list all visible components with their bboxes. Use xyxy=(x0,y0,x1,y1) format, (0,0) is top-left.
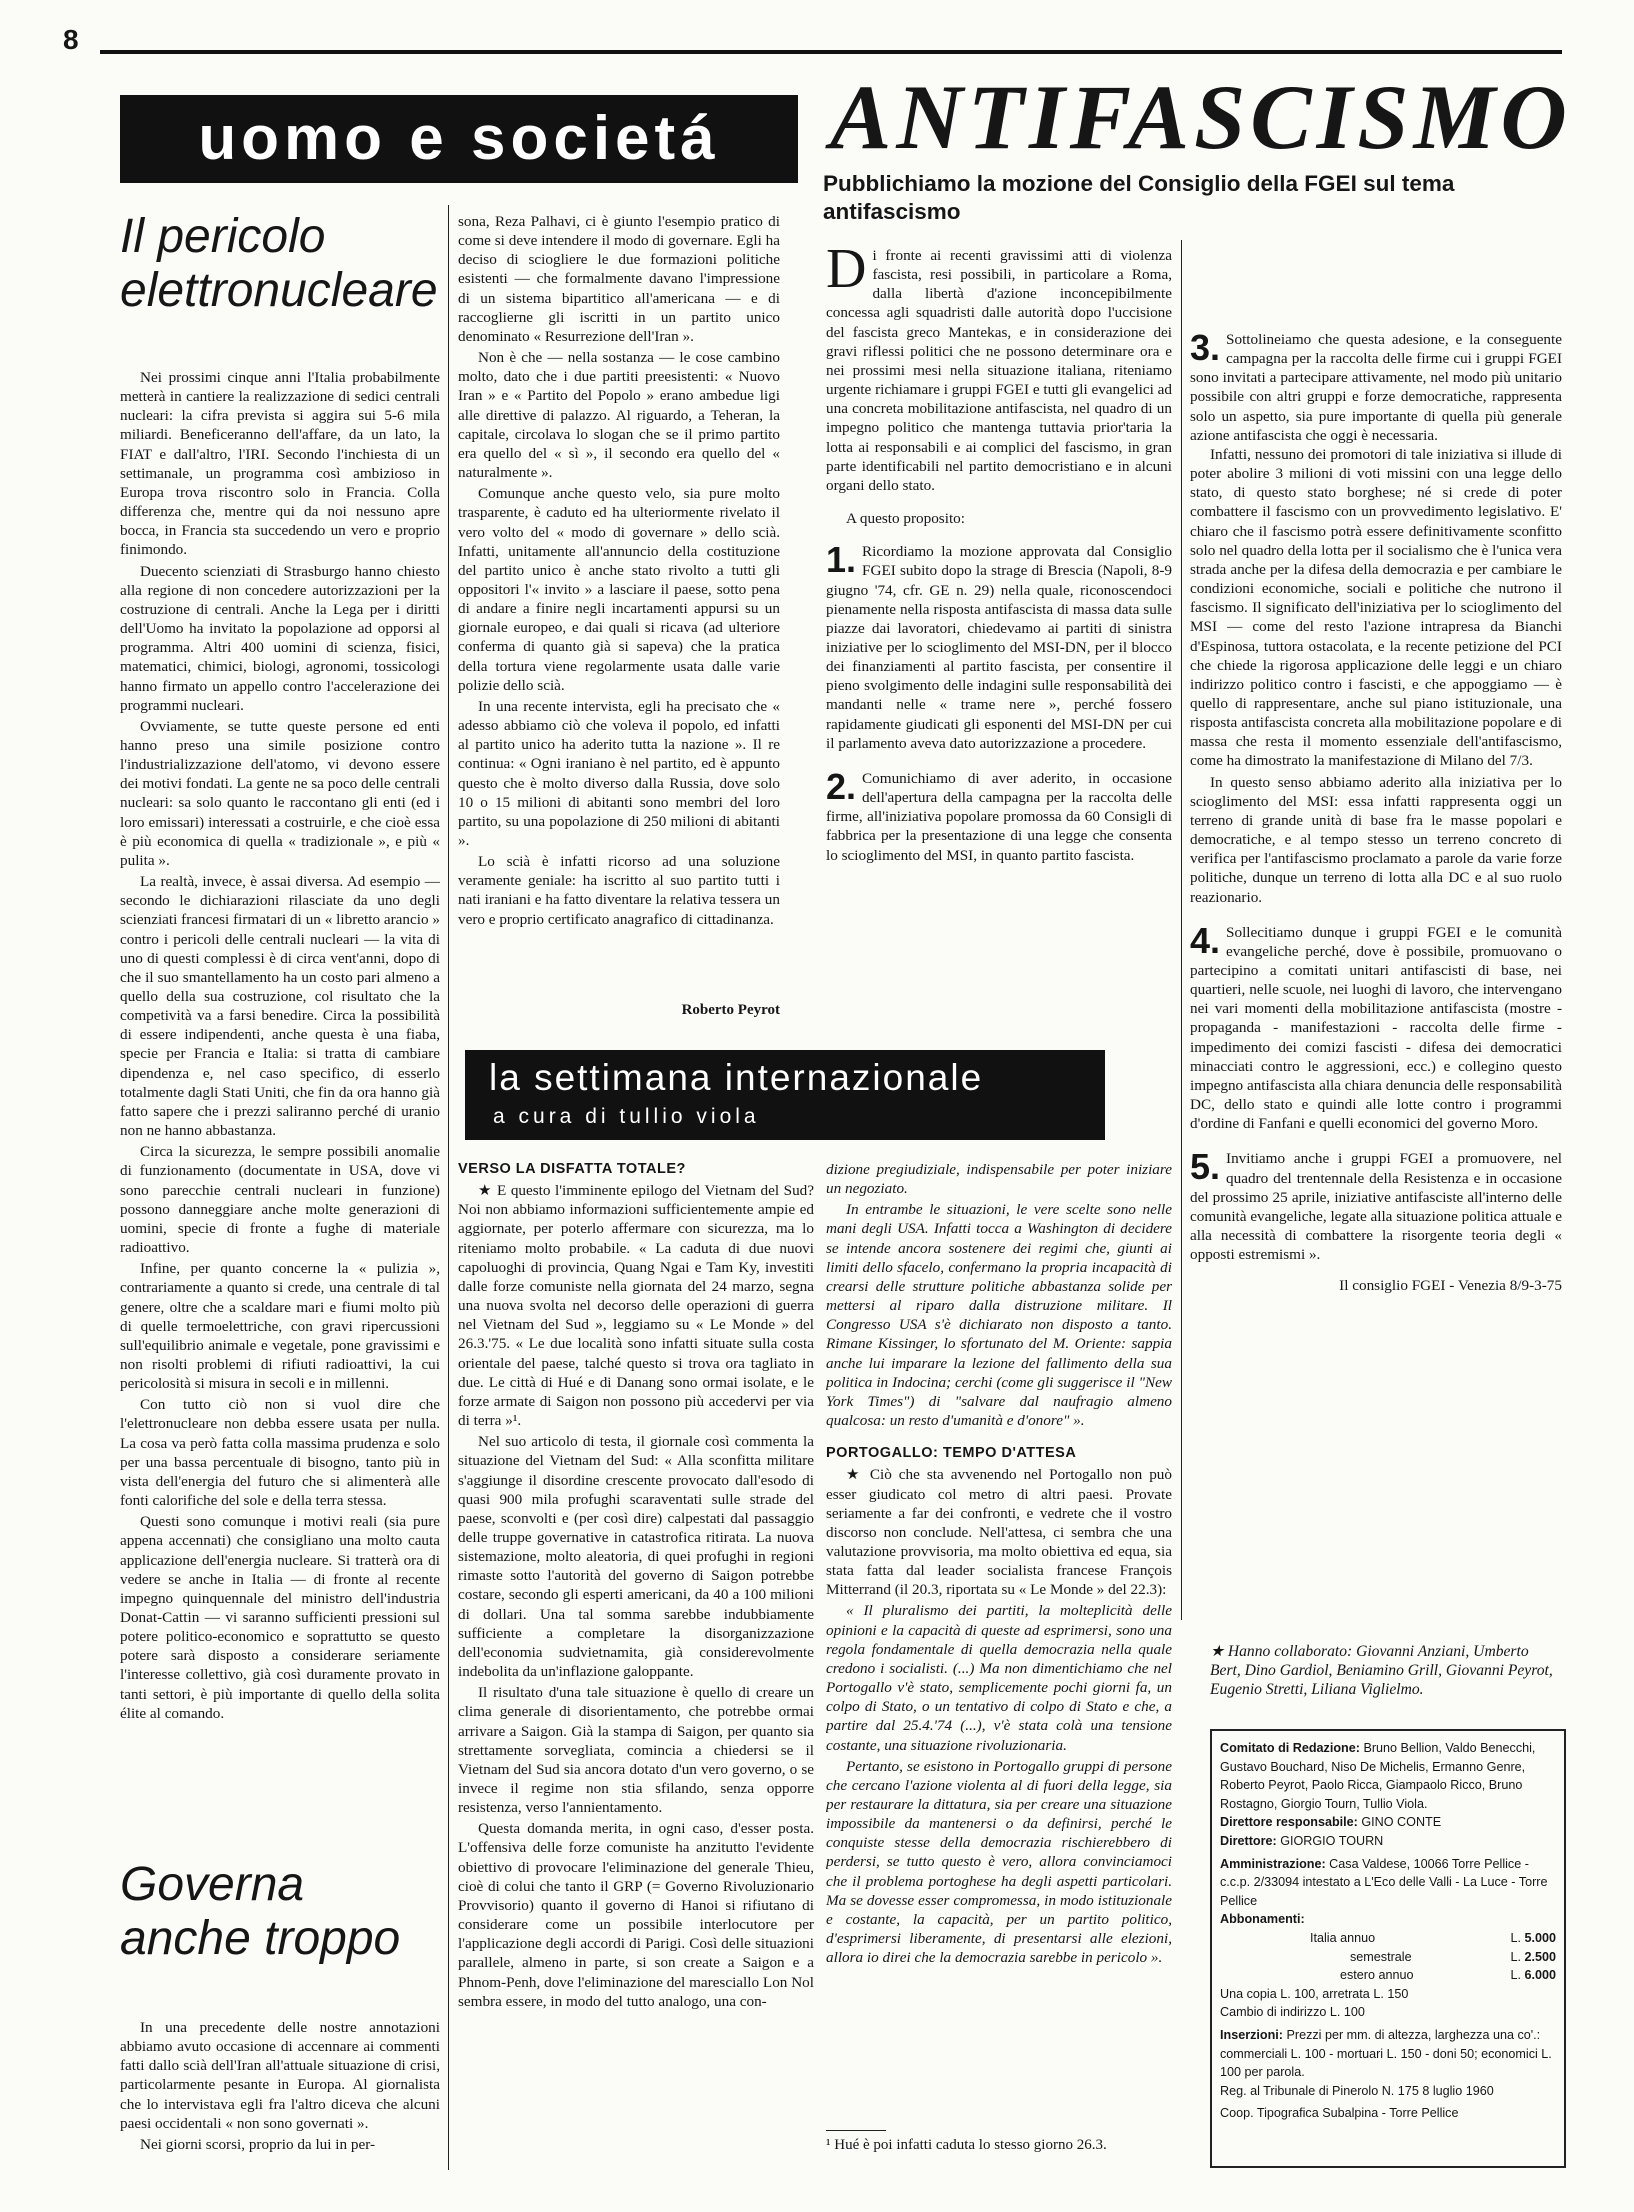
masthead-box xyxy=(1210,1729,1566,2168)
column-rule xyxy=(1181,240,1182,1620)
motion-body xyxy=(826,246,1172,1041)
value: Bruno Bellion, Valdo Benecchi, Gustavo Bouchard, Niso De Michelis, Ermanno Genre, Roberto Peyrot, Paolo Ricca, Giampaolo Ricco, Bruno Rostagno, Giorgio Tourn, Tullio Viola. xyxy=(1220,1741,1536,1811)
article-title: Governa anche troppo xyxy=(120,1858,401,1965)
headline: ANTIFASCISMO xyxy=(830,66,1572,168)
label: Comitato di Redazione: xyxy=(1220,1741,1360,1755)
paragraph: Pertanto, se esistono in Portogallo gruppi di persone che cercano l'azione violenta al di fuori della legge, sia per restaurare la dittatura, sia per creare una situazione impossibile da mantenersi o da definirsi, perché le conquiste stesse della democrazia rischierebbero di perdersi, se tutto questo è vero, allora convinciamoci che il problema portoghese ha degli aspetti particolari. Ma se dovesse esser compromessa, in modo istituzionale e costante, la capacità, per un partito politico, d'esprimersi liberamente, di presentarsi alle elezioni, allora io direi che la democrazia sarebbe in pericolo ». xyxy=(826,1757,1172,1967)
section-banner: uomo e societá xyxy=(120,95,798,183)
footnote: ¹ Hué è poi infatti caduta lo stesso giorno 26.3. xyxy=(826,2137,1107,2153)
value: GIORGIO TOURN xyxy=(1280,1833,1384,1848)
value: Prezzi per mm. di altezza, larghezza una co'.: commerciali L. 100 - mortuari L. 150 - doni 50; economici L. 100 per parola. xyxy=(1220,2027,1552,2080)
paragraph: Duecento scienziati di Strasburgo hanno chiesto alla regione di non concedere autorizzazioni per la costruzione di centrali. Anche la Lega per i diritti dell'Uomo ha invitato la popolazione ad opporsi al programma. Altri 400 uomini di scienza, fisici, matematici, chimici, biologi, agronomi, tossicologi hanno firmato un appello contro l'accelerazione dei programmi nucleari. xyxy=(120,562,440,714)
value: Coop. Tipografica Subalpina - Torre Pellice xyxy=(1220,2106,1459,2121)
point-text: Ricordiamo la mozione approvata dal Consiglio FGEI subito dopo la strage di Brescia (Napoli, 8-9 giugno '74, cfr. GE n. 29) nella quale, riconoscendoci pienamente nella risposta antifascista di massa data sulle piazze dai lavoratori, chiedevamo ai partiti di sinistra iniziative per lo scioglimento del MSI-DN, per il blocco dei finanziamenti al partito fascista, per consentire il pieno svolgimento delle indagini sulle responsabilità dei mandanti nelle « trame nere », perché fossero rapidamente giudicati gli esponenti del MSI-DN per cui il parlamento aveva dato autorizzazione a procedere. xyxy=(826,543,1172,752)
paragraph: In una precedente delle nostre annotazioni abbiamo avuto occasione di accennare ai commenti fatti dallo scià dell'Iran all'attuale situazione di crisi, particolarmente pesante in Europa. Al giornalista che lo intervistava egli fra l'altro diceva che alcuni paesi occidentali « non sono governati ». xyxy=(120,2019,440,2132)
paragraph: i fronte ai recenti gravissimi atti di violenza fascista, resi possibili, in particolare a Roma, dalla libertà d'azione inconcepibilmente concessa agli squadristi dalle autorità dopo l'uccisione del fascista greco Mantekas, e in considerazione dei gravi riflessi politici che ne possono determinare ora e nei prossimi mesi nella situazione italiana, riteniamo urgente richiamare i gruppi FGEI e tutti gli evangelici ad una concreta mobilitazione antifascista, nel quadro di un impegno politico che mantenga tuttavia prior'taria la lotta ai responsabili e ai complici del fascismo, in gran parte identificabili nel partito democristiano e in alcuni organi dello stato. xyxy=(826,247,1172,494)
weekly-body xyxy=(458,1160,814,2180)
page-number: 8 xyxy=(63,24,79,55)
value: Una copia L. 100, arretrata L. 150 xyxy=(1220,1986,1409,2001)
motion-body-continued xyxy=(1190,246,1562,1626)
label: Inserzioni: xyxy=(1220,2027,1283,2042)
weekly-subtitle: a cura di tullio viola xyxy=(493,1105,760,1128)
value: Casa Valdese, 10066 Torre Pellice - c.c.p. 2/33094 intestato a L'Eco delle Valli - La Luce - Torre Pellice xyxy=(1220,1856,1548,1908)
point-text: Invitiamo anche i gruppi FGEI a promuovere, nel quadro del trentennale della Resistenza e in occasione del prossimo 25 aprile, iniziative antifasciste all'interno delle comunità evangeliche, legate alla situazione politica attuale e alla necessità di combattere la risorgente teoria degli « opposti estremismi ». xyxy=(1190,1150,1562,1264)
label: Abbonamenti: xyxy=(1220,1912,1305,1927)
paragraph: Nel suo articolo di testa, il giornale così commenta la situazione del Vietnam del Sud: « Alla sconfitta militare s'aggiunge il disordine crescente provocato dall'esodo di quasi 900 mila profughi scaraventati sulle strade del paese, sconvolti e (per così dire) calpestati dal passaggio delle truppe governative in catastrofica ritirata. La nuova sistemazione, molto aleatoria, di quei profughi in regioni rimaste sotto l'autorità del governo di Saigon potrebbe costare, secondo gli esperti americani, da 40 a 100 milioni di dollari. Una tal somma sarebbe indubbiamente sufficiente a completare la disorganizzazione dell'economia sudvietnamita, già considerevolmente indebolita da un'inflazione galoppante. xyxy=(458,1433,814,1681)
label: Direttore: xyxy=(1220,1833,1277,1848)
rate-value: 2.500 xyxy=(1524,1949,1556,1964)
paragraph: Nei giorni scorsi, proprio da lui in per- xyxy=(140,2135,376,2153)
paragraph: In questo senso abbiamo aderito alla iniziativa per lo scioglimento del MSI: essa infatti rappresenta oggi un terreno di grande unità di base fra le masse popolari e democratiche, e al tempo stesso un terreno concreto di verifica per l'antifascismo proclamato a parole da varie forze politiche, dunque un terreno di lotta alla DC e al suo ruolo reazionario. xyxy=(1190,773,1562,906)
rate-cur: L. xyxy=(1510,1930,1521,1945)
value: Cambio di indirizzo L. 100 xyxy=(1220,2005,1365,2020)
point-text: Sottolineiamo che questa adesione, e la conseguente campagna per la raccolta delle firme cui i gruppi FGEI sono invitati a partecipare attivamente, nel modo più unitario possibile con altri gruppi e forze democratiche, rappresenta solo un aspetto, sia pure importante di quella più generale azione antifascista che oggi è necessaria. xyxy=(1190,331,1562,444)
drop-cap: D xyxy=(826,246,867,300)
section-title: PORTOGALLO: TEMPO D'ATTESA xyxy=(826,1445,1077,1462)
top-rule xyxy=(100,50,1562,54)
value: Reg. al Tribunale di Pinerolo N. 175 8 luglio 1960 xyxy=(1220,2083,1494,2098)
continuation-space xyxy=(1190,246,1562,322)
paragraph: « Il pluralismo dei partiti, la molteplicità delle opinioni e la capacità di queste ad esprimersi, sono una regola fondamentale di quella democrazia nella quale credono i socialisti. (...) Ma non dimentichiamo che nel Portogallo v'è stato, semplicemente pochi giorni fa, un colpo di Stato, o un tentativo di colpo di Stato e che, a partire dal 25.4.'74 (...), v'è stata colà una tensione costante, una situazione rivoluzionaria. xyxy=(826,1602,1172,1754)
paragraph: A questo proposito: xyxy=(846,510,965,528)
paragraph: Questi sono comunque i motivi reali (sia pure appena accennati) che consigliano una molto cauta applicazione dell'energia nucleare. Si tratterà ora di vedere se anche in Italia — di fronte al recente impegno quinquennale del ministro dell'industria Donat-Cattin — vi saranno sufficienti pressioni sul potere politico-economico e soprattutto se questo potere sarà disposto a considerare seriamente l'interesse collettivo, già così duramente provato in tanti settori, è più importante di quello della solita élite al comando. xyxy=(120,1513,440,1722)
paragraph: dizione pregiudiziale, indispensabile per poter iniziare un negoziato. xyxy=(826,1161,1172,1198)
rate-label: Italia annuo xyxy=(1310,1930,1376,1945)
point-text: Comunichiamo di aver aderito, in occasione dell'apertura della campagna per la raccolta delle firme, all'iniziativa popolare promossa da 60 Consigli di fabbrica per la presentazione di una legge che consenta lo scioglimento del MSI, in quanto partito fascista. xyxy=(826,769,1172,864)
rate-value: 5.000 xyxy=(1524,1930,1556,1945)
paragraph: Con tutto ciò non si vuol dire che l'elettronucleare non debba essere usata per nulla. La cosa va però fatta colla massima prudenza e solo per una bassa percentuale di bisogno, tanto più in vista dell'energia del futuro che si alimenterà alle fonti calorifiche del sole e della terra stessa. xyxy=(120,1396,440,1510)
article-body xyxy=(120,2018,440,2188)
author: Roberto Peyrot xyxy=(681,1002,780,1018)
paragraph: ★ Ciò che sta avvenendo nel Portogallo non può esser giudicato col metro di altri paesi. Provate seriamente a far dei confronti, e vedrete che il vostro discorso non conclude. Nell'attesa, ci sembra che una valutazione provvisoria, ma molto obiettiva ed equa, sia stata fatta dal leader socialista francese François Mitterrand (il 20.3, riportata su « Le Monde » del 22.3): xyxy=(826,1466,1172,1599)
column-rule xyxy=(448,205,449,2170)
section-title: VERSO LA DISFATTA TOTALE? xyxy=(458,1161,686,1177)
paragraph: In una recente intervista, egli ha precisato che « adesso abbiamo ciò che voleva il popolo, ed infatti al partito unico ha aderito tutta la nazione ». Il re continua: « Ogni iraniano è nel partito, ed è appunto questo che è molto diverso dalla Russia, dove solo 10 o 15 milioni di abitanti sono membri del loro partito, su una popolazione di 250 milioni di abitanti ». xyxy=(458,697,780,849)
rate-value: 6.000 xyxy=(1524,1968,1556,1983)
point-number: 3. xyxy=(1190,327,1221,368)
rate-cur: L. xyxy=(1510,1968,1521,1983)
weekly-body-continued xyxy=(826,1160,1172,2170)
article-title: Il pericolo elettronucleare xyxy=(120,210,438,317)
credits: ★ Hanno collaborato: Giovanni Anziani, Umberto Bert, Dino Gardiol, Beniamino Grill, Giovanni Peyrot, Eugenio Stretti, Liliana Viglielmo. xyxy=(1210,1643,1553,1698)
paragraph: Questa domanda merita, in ogni caso, d'esser posta. L'offensiva delle forze comuniste ha anzitutto l'evidente obiettivo di provocare l'eliminazione del generale Thieu, cioè di colui che tanto il GRP (= Governo Rivoluzionario Provvisorio) quanto il governo di Hanoi si rifiutano di considerare come un possibile interlocutore per l'applicazione degli accordi di Parigi. Così delle situazioni parallele, almeno in parte, si son create a Saigon e a Phnom-Penh, dove l'eliminazione del maresciallo Lon Nol sembra essere, in modo del tutto analogo, una con- xyxy=(458,1820,814,2010)
point-number: 4. xyxy=(1190,919,1221,961)
paragraph: Infatti, nessuno dei promotori di tale iniziativa si illude di poter abolire 3 milioni di voti missini con una legge dello stato, di questo stato borghese; né si crede di poter combattere il fascismo con un provvedimento legislativo. E' chiaro che il fascismo potrà essere definitivamente sconfitto solo nel quadro della lotta per il socialismo che è l'unica vera strada anche per la difesa della democrazia e per cambiare le condizioni economiche, sociali e politiche che nutrono il fascismo. Il significato dell'iniziativa per lo scioglimento del MSI — come del resto l'azione intrapresa da Bianchi d'Espinosa, tuttora ostacolata, e la recente petizione del PCI che chiede la rigorosa applicazione delle leggi e un chiaro indirizzo politico contro i fascisti, e che appoggiamo — è quello di rappresentare, anche sul piano istituzionale, una risposta antifascista concreta alla mobilitazione popolare e di massa che resta il momento essenziale dell'antifascismo, come ha dimostrato la manifestazione di Milano del 7/3. xyxy=(1190,445,1562,770)
weekly-banner xyxy=(465,1050,1105,1140)
rate-label: semestrale xyxy=(1350,1949,1412,1964)
rate-cur: L. xyxy=(1510,1949,1521,1964)
point-number: 2. xyxy=(826,765,857,807)
paragraph: Non è che — nella sostanza — le cose cambino molto, dato che i due partiti preesistenti: « Nuovo Iran » e « Partito del Popolo » erano ambedue ligi alle direttive di palazzo. Al riguardo, a Teheran, la capitale, circolava lo slogan che se il primo partito era quello del « sì », il secondo era quello del « naturalmente ». xyxy=(458,349,780,482)
paragraph: Circa la sicurezza, le sempre possibili anomalie di funzionamento (documentate in USA, dove vi sono parecchie centrali nucleari in funzione) possono danneggiare anche molte generazioni di uomini, specie di fronte a fughe di materiale radioattivo. xyxy=(120,1143,440,1257)
point-number: 5. xyxy=(1190,1146,1221,1188)
paragraph: Lo scià è infatti ricorso ad una soluzione veramente geniale: ha iscritto al suo partito tutti i nati iraniani e ha fatto diventare la relativa tessera un vero e proprio certificato anagrafico di cittadinanza. xyxy=(458,853,780,928)
paragraph: Nei prossimi cinque anni l'Italia probabilmente metterà in cantiere la realizzazione di sedici centrali nucleari: la cifra prevista si aggira sui 5-6 mila miliardi. Beneficeranno dell'affare, da un lato, la FIAT e dall'altro, l'IRI. Secondo l'inchiesta di un settimanale, un programma così ambizioso in Europa trova riscontro solo in Francia. Colla differenza che, mentre qui da noi nessuno apre bocca, in Francia sta succedendo un vero e proprio finimondo. xyxy=(120,369,440,559)
paragraph: In entrambe le situazioni, le vere scelte sono nelle mani degli USA. Infatti tocca a Washington di decidere se intende ancora sostenere dei regimi che, giunti ai limiti dello sfacelo, confermano la propria incapacità di crearsi delle strutture politiche abbastanza solide per mettersi al riparo dalla distruzione militare. Il Congresso USA s'è dichiarato non disposto a tanto. Rimane Kissinger, lo sfortunato del M. Oriente: sappia anche lui imparare la lezione del fallimento della sua politica in Indocina; cerchi (come gli suggerisce il "New York Times") di "salvare dal naufragio almeno qualcosa: un resto d'umanità e d'onore" ». xyxy=(826,1201,1172,1430)
article-body xyxy=(120,368,440,1748)
label: Amministrazione: xyxy=(1220,1856,1326,1871)
paragraph: Comunque anche questo velo, sia pure molto trasparente, è caduto ed ha ulteriormente rivelato il vero volto del « modo di governare » dello scià. Infatti, unitamente all'annuncio della costituzione del partito unico è anche stato rivolto a tutti gli oppositori l'« invito » a lasciare il paese, sotto pena di andare a finire negli incartamenti appursi su un giornale europeo, e dai quali si ricava (ad ulteriore conferma di quanto già si sapeva) che la pratica della tortura viene regolarmente usata dalle varie polizie dello scià. xyxy=(458,485,780,694)
label: Direttore responsabile: xyxy=(1220,1815,1358,1830)
signature: Il consiglio FGEI - Venezia 8/9-3-75 xyxy=(1339,1277,1562,1295)
point-text: Sollecitiamo dunque i gruppi FGEI e le comunità evangeliche perché, dove è possibile, promuovano o partecipino a comitati unitari antifascisti di base, nei quartieri, nelle scuole, nei luoghi di lavoro, che intervengano nei vari momenti della mobilitazione antifascista (mostre - propaganda - manifestazioni - raccolta delle firme - impedimento dei comizi fascisti - difesa dei democratici minacciati contro le aggressioni, ecc.) e collegino questo impegno antifascista alla chiara denuncia delle responsabilità DC, dello stato e quindi alle lotte contro i programmi d'ordine di Fanfani e quelli economici del governo Moro. xyxy=(1190,923,1562,1133)
weekly-title: la settimana internazionale xyxy=(489,1057,984,1098)
rate-label: estero annuo xyxy=(1340,1968,1414,1983)
article-body-continued xyxy=(458,212,780,1002)
value: GINO CONTE xyxy=(1361,1815,1442,1830)
paragraph: Ovviamente, se tutte queste persone ed enti hanno preso una simile posizione contro l'industrializzazione dell'atomo, vi devono essere dei motivi fondati. La gente ne sa poco delle centrali nucleari: sa solo quanto le raccontano gli enti (ed i loro emissari) interessati a costruirle, e che cioè essa è più economica di quella « tradizionale », e più « pulita ». xyxy=(120,717,440,869)
footnote-rule xyxy=(826,2130,886,2131)
paragraph: Il risultato d'una tale situazione è quello di creare un clima generale di disorientamento, che potrebbe ormai arrivare a Saigon. Già la stampa di Saigon, per quanto sia strettamente sorvegliata, comincia a chiedersi se il Vietnam del Sud sia ancora dotato d'un vero governo, o se invece il regime non stia sfilando, senza opporre resistenza, verso l'annientamento. xyxy=(458,1684,814,1817)
paragraph: sona, Reza Palhavi, ci è giunto l'esempio pratico di come si deve intendere il modo di governare. Egli ha deciso di sciogliere le due formazioni politiche esistenti — che formalmente davano l'impressione di un sistema bipartitico all'americana — e di raccoglierne gli iscritti in un partito unico denominato « Resurrezione dell'Iran ». xyxy=(458,213,780,345)
paragraph: ★ E questo l'imminente epilogo del Vietnam del Sud? Noi non abbiamo informazioni sufficientemente ampie ed aggiornate, per poterlo affermare con sicurezza, ma lo riteniamo molto probabile. « La caduta di due nuovi capoluoghi di provincia, Quang Ngai e Tam Ky, investiti dalle forze comuniste nella giornata del 24 marzo, segna una nuova svolta nel decorso delle operazioni di guerra nel Vietnam del Sud », leggiamo su « Le Monde » del 26.3.'75. « Le due località sono infatti situate sulla costa orientale del paese, talché questo si trova ora tagliato in due. Le città di Hué e di Danang sono ormai isolate, e le forze armate di Saigon non possono più accedervi per via di terra »¹. xyxy=(458,1182,814,1430)
subheadline: Pubblichiamo la mozione del Consiglio della FGEI sul tema antifascismo xyxy=(823,171,1455,224)
point-number: 1. xyxy=(826,539,857,581)
paragraph: La realtà, invece, è assai diversa. Ad esempio — secondo le dichiarazioni rilasciate da uno degli scienziati francesi firmatari di un « libretto arancio » contro i pericoli delle centrali nucleari — la vita di uno di questi complessi è di circa vent'anni, dopo di che il suo smantellamento ha un costo pari almeno a quello della sua costruzione, col risultato che la competività va a farsi benedire. Circa la possibilità di essere indipendenti, anche questa è una fiaba, specie per Francia e Italia: si tratta di cambiare dipendenza e, nel caso specifico, di esserlo totalmente dagli Stati Uniti, che fin da ora hanno già fatto sapere che i prezzi saliranno perché di uranio non ne hanno abbastanza. xyxy=(120,873,440,1140)
paragraph: Infine, per quanto concerne la « pulizia », contrariamente a quanto si crede, una centrale di tal genere, oltre che a scaldare mari e fiumi molto più di quelle termoelettriche, con gravi ripercussioni sull'equilibrio animale e vegetale, pone gravissimi e non risolti problemi di rifiuti radioattivi, la cui pericolosità si misura in secoli e in millenni. xyxy=(120,1260,440,1393)
